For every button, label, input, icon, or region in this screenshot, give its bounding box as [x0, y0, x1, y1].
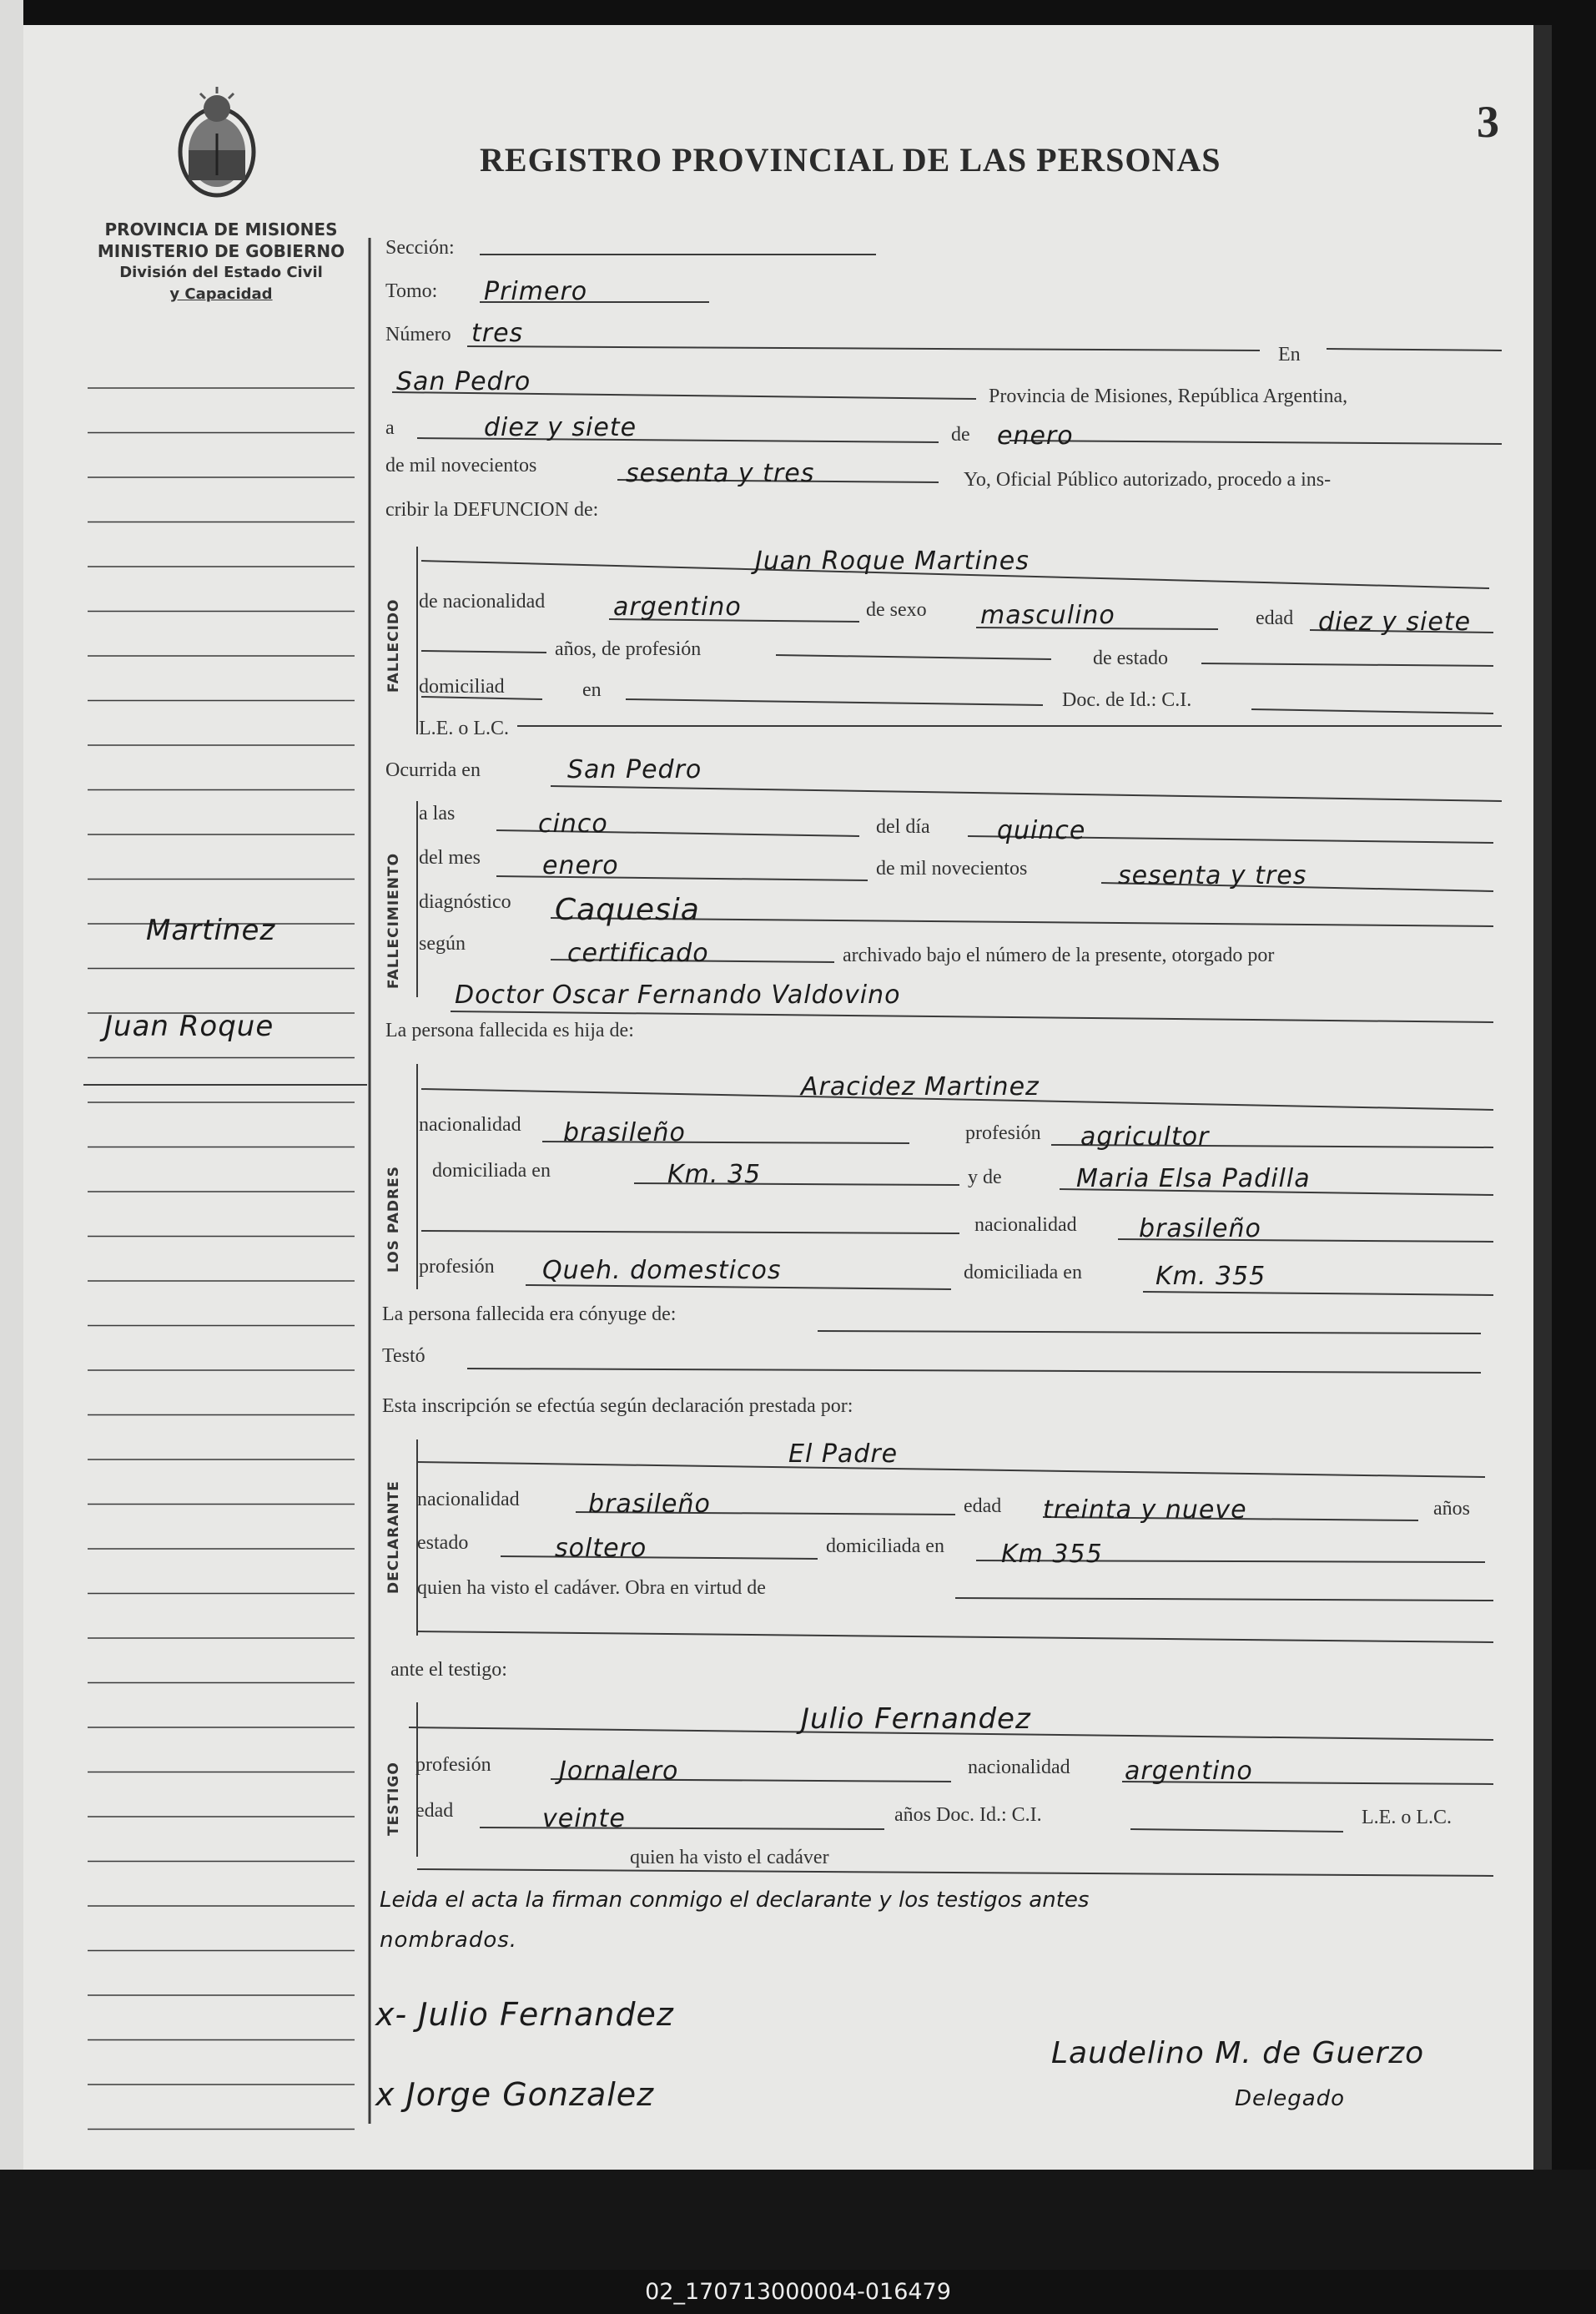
archivado-text: archivado bajo el número de la presente, otorgado por [843, 945, 1275, 966]
hora-value: cinco [538, 809, 608, 839]
padres-section-label: LOS PADRES [385, 1166, 402, 1273]
declarante-nacionalidad-value: brasileño [588, 1490, 711, 1519]
fallecido-en-label: en [582, 679, 602, 701]
page-title: REGISTRO PROVINCIAL DE LAS PERSONAS [480, 141, 1221, 179]
margin-surname: Martinez [146, 914, 276, 947]
closing-line-2: nombrados. [380, 1928, 518, 1953]
padre-profesion-value: agricultor [1080, 1122, 1210, 1152]
fallecido-doc-label: Doc. de Id.: C.I. [1062, 689, 1192, 711]
madre-name-value: Maria Elsa Padilla [1076, 1164, 1311, 1193]
office-line-division: División del Estado Civil [119, 264, 323, 281]
padre-profesion-label: profesión [965, 1122, 1041, 1144]
padre-nacionalidad-label: nacionalidad [419, 1114, 521, 1136]
a-las-label: a las [419, 803, 456, 824]
office-line-capacidad: y Capacidad [169, 285, 273, 303]
declarante-estado-label: estado [417, 1532, 469, 1554]
fallecido-sexo-label: de sexo [866, 599, 927, 621]
declarante-visto-text: quien ha visto el cadáver. Obra en virtud de [417, 1577, 766, 1599]
anio-value: sesenta y tres [626, 459, 815, 488]
page-number: 3 [1477, 97, 1499, 147]
office-heading [83, 219, 359, 305]
madre-nacionalidad-value: brasileño [1139, 1214, 1261, 1243]
dia-fallecimiento-value: quince [997, 816, 1086, 845]
madre-profesion-value: Queh. domesticos [542, 1256, 782, 1285]
padre-name-value: Aracidez Martinez [801, 1072, 1040, 1102]
signature-official: Laudelino M. de Guerzo [1051, 2036, 1425, 2070]
doctor-value: Doctor Oscar Fernando Valdovino [455, 981, 901, 1010]
diagnostico-value: Caquesia [555, 893, 700, 927]
testigo-nacionalidad-label: nacionalidad [968, 1757, 1070, 1778]
segun-label: según [419, 933, 466, 955]
ocurrida-label: Ocurrida en [385, 759, 481, 781]
scan-filename: 02_170713000004-016479 [0, 2270, 1596, 2314]
ocurrida-value: San Pedro [567, 755, 702, 784]
a-label: a [385, 417, 395, 439]
numero-label: Número [385, 324, 451, 345]
declarante-nacionalidad-label: nacionalidad [417, 1489, 520, 1510]
padre-domicilio-value: Km. 35 [667, 1160, 762, 1189]
mes-value: enero [997, 421, 1074, 451]
padres-intro: La persona fallecida es hija de: [385, 1020, 634, 1041]
del-dia-label: del día [876, 816, 930, 838]
fallecido-name-value: Juan Roque Martines [755, 547, 1030, 576]
del-mes-label: del mes [419, 847, 481, 869]
signature-official-title: Delegado [1235, 2086, 1346, 2111]
segun-value: certificado [567, 939, 709, 968]
declarante-section-label: DECLARANTE [385, 1480, 402, 1594]
margin-given-name: Juan Roque [104, 1010, 274, 1043]
mes-fallecimiento-value: enero [542, 851, 619, 880]
declarante-edad-value: treinta y nueve [1043, 1495, 1247, 1525]
fallecido-estado-label: de estado [1093, 648, 1168, 669]
madre-nacionalidad-label: nacionalidad [974, 1214, 1077, 1236]
fallecido-section-label: FALLECIDO [385, 598, 402, 693]
numero-value: tres [471, 319, 524, 348]
fallecido-sexo-value: masculino [980, 601, 1115, 630]
testigo-visto-text: quien ha visto el cadáver [630, 1847, 829, 1868]
fallecido-anios-profesion-label: años, de profesión [555, 638, 702, 660]
testigo-edad-value: veinte [542, 1804, 626, 1833]
office-line-province: PROVINCIA DE MISIONES [104, 219, 338, 239]
dia-value: diez y siete [484, 413, 637, 442]
conyuge-label: La persona fallecida era cónyuge de: [382, 1303, 677, 1325]
declarante-domicilio-value: Km 355 [1001, 1540, 1103, 1569]
office-line-ministry: MINISTERIO DE GOBIERNO [97, 241, 345, 261]
padre-domiciliada-label: domiciliada en [432, 1160, 551, 1182]
fallecido-domicilio-label: domiciliad [419, 676, 505, 698]
lugar-value: San Pedro [396, 367, 531, 396]
fallecido-nacionalidad-label: de nacionalidad [419, 591, 546, 613]
declarante-anios-label: años [1433, 1498, 1470, 1520]
y-de-label: y de [968, 1167, 1002, 1188]
testigo-edad-label: edad [415, 1800, 454, 1822]
tomo-value: Primero [484, 277, 588, 306]
fallecimiento-section-label: FALLECIMIENTO [385, 852, 402, 989]
closing-line-1: Leida el acta la firman conmigo el declarante y los testigos antes [380, 1888, 1090, 1913]
madre-domicilio-value: Km. 355 [1155, 1262, 1266, 1291]
scan-background-bottom [0, 2170, 1596, 2270]
signature-declarant: x Jorge Gonzalez [375, 2076, 655, 2113]
fallecido-edad-label: edad [1256, 607, 1294, 629]
padre-nacionalidad-value: brasileño [563, 1118, 686, 1147]
declarante-name-value: El Padre [788, 1439, 899, 1469]
oficial-text: Yo, Oficial Público autorizado, procedo a ins- [964, 469, 1332, 491]
testigo-section-label: TESTIGO [385, 1762, 402, 1836]
madre-domiciliada-label: domiciliada en [964, 1262, 1082, 1283]
de-label: de [951, 424, 970, 446]
diagnostico-label: diagnóstico [419, 891, 511, 913]
mil-novecientos-fallecimiento-label: de mil novecientos [876, 858, 1028, 880]
inscribir-text: cribir la DEFUNCION de: [385, 499, 599, 521]
testo-label: Testó [382, 1345, 425, 1367]
provincia-text: Provincia de Misiones, República Argentina, [989, 386, 1348, 407]
signature-witness: x- Julio Fernandez [375, 1996, 674, 2033]
madre-profesion-label: profesión [419, 1256, 495, 1278]
fallecido-edad-value: diez y siete [1318, 607, 1472, 637]
seccion-label: Sección: [385, 237, 455, 259]
testigo-profesion-value: Jornalero [559, 1757, 679, 1786]
en-label: En [1278, 344, 1301, 366]
testigo-nacionalidad-value: argentino [1125, 1757, 1253, 1786]
fallecido-le-label: L.E. o L.C. [419, 718, 509, 739]
testigo-intro: ante el testigo: [390, 1659, 507, 1681]
fallecido-nacionalidad-value: argentino [613, 592, 742, 622]
declarante-intro: Esta inscripción se efectúa según declaración prestada por: [382, 1395, 853, 1417]
anio-fallecimiento-value: sesenta y tres [1118, 861, 1307, 890]
testigo-profesion-label: profesión [415, 1754, 491, 1776]
declarante-estado-value: soltero [555, 1534, 647, 1563]
argentina-coat-of-arms-icon [175, 83, 259, 200]
declarante-edad-label: edad [964, 1495, 1002, 1517]
mil-novecientos-label: de mil novecientos [385, 455, 537, 476]
testigo-le-label: L.E. o L.C. [1362, 1807, 1452, 1828]
testigo-name-value: Julio Fernandez [801, 1702, 1031, 1736]
tomo-label: Tomo: [385, 280, 438, 302]
declarante-domiciliada-label: domiciliada en [826, 1535, 944, 1557]
testigo-anios-doc-label: años Doc. Id.: C.I. [894, 1804, 1042, 1826]
